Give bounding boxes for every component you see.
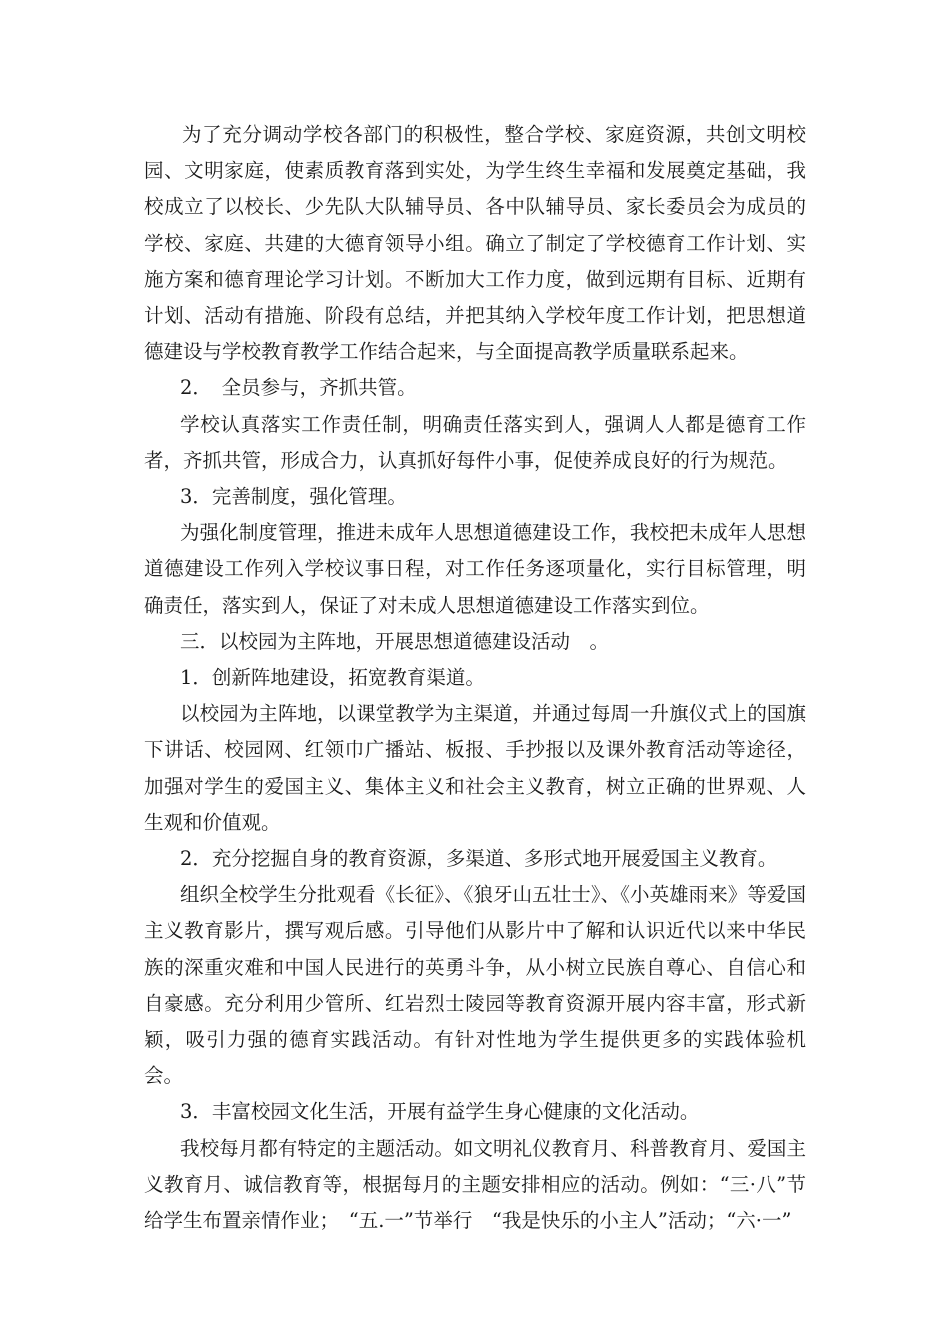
paragraph-campus-channels: 以校园为主阵地，以课堂教学为主渠道，并通过每周一升旗仪式上的国旗下讲话、校园网、红领巾广播站、板报、手抄报以及课外教育活动等途径，加强对学生的爱国主义、集体主义和社会主义教育，树立正确的世界观、人生观和价值观。 — [144, 702, 806, 834]
paragraph-monthly-themes: 我校每月都有特定的主题活动。如文明礼仪教育月、科普教育月、爱国主义教育月、诚信教育等，根据每月的主题安排相应的活动。例如：“三·八”节给学生布置亲情作业； “五.一”节举行 “我是快乐的小主人”活动；“六·一” — [144, 1136, 806, 1233]
heading-innovation: 1．创新阵地建设，拓宽教育渠道。 — [180, 666, 485, 690]
heading-improve-system: 3．完善制度，强化管理。 — [180, 485, 407, 509]
paragraph-system-management: 为强化制度管理，推进未成年人思想道德建设工作，我校把未成年人思想道德建设工作列入学校议事日程，对工作任务逐项量化，实行目标管理，明确责任，落实到人，保证了对未成人思想道德建设工作落实到位。 — [144, 521, 806, 617]
heading-campus-culture: 3．丰富校园文化生活，开展有益学生身心健康的文化活动。 — [180, 1100, 700, 1124]
paragraph-films: 组织全校学生分批观看《长征》、《狼牙山五壮士》、《小英雄雨来》等爱国主义教育影片，撰写观后感。引导他们从影片中了解和认识近代以来中华民族的深重灾难和中国人民进行的英勇斗争，从小树立民族自尊心、自信心和自豪感。充分利用少管所、红岩烈士陵园等教育资源开展内容丰富，形式新颖，吸引力强的德育实践活动。有针对性地为学生提供更多的实践体验机会。 — [144, 883, 806, 1088]
heading-patriotic-education: 2．充分挖掘自身的教育资源，多渠道、多形式地开展爱国主义教育。 — [180, 847, 778, 871]
heading-full-participation: 2． 全员参与，齐抓共管。 — [180, 376, 417, 400]
paragraph-leadership-group: 为了充分调动学校各部门的积极性，整合学校、家庭资源，共创文明校园、文明家庭，使素质教育落到实处，为学生终生幸福和发展奠定基础，我校成立了以校长、少先队大队辅导员、各中队辅导员、家长委员会为成员的学校、家庭、共建的大德育领导小组。确立了制定了学校德育工作计划、实施方案和德育理论学习计划。不断加大工作力度，做到远期有目标、近期有计划、活动有措施、阶段有总结，并把其纳入学校年度工作计划，把思想道德建设与学校教育教学工作结合起来，与全面提高教学质量联系起来。 — [144, 123, 806, 364]
paragraph-responsibility: 学校认真落实工作责任制，明确责任落实到人，强调人人都是德育工作者，齐抓共管，形成合力，认真抓好每件小事，促使养成良好的行为规范。 — [144, 412, 806, 472]
heading-section-three: 三．以校园为主阵地，开展思想道德建设活动 。 — [180, 629, 610, 653]
document-body — [144, 117, 806, 1239]
